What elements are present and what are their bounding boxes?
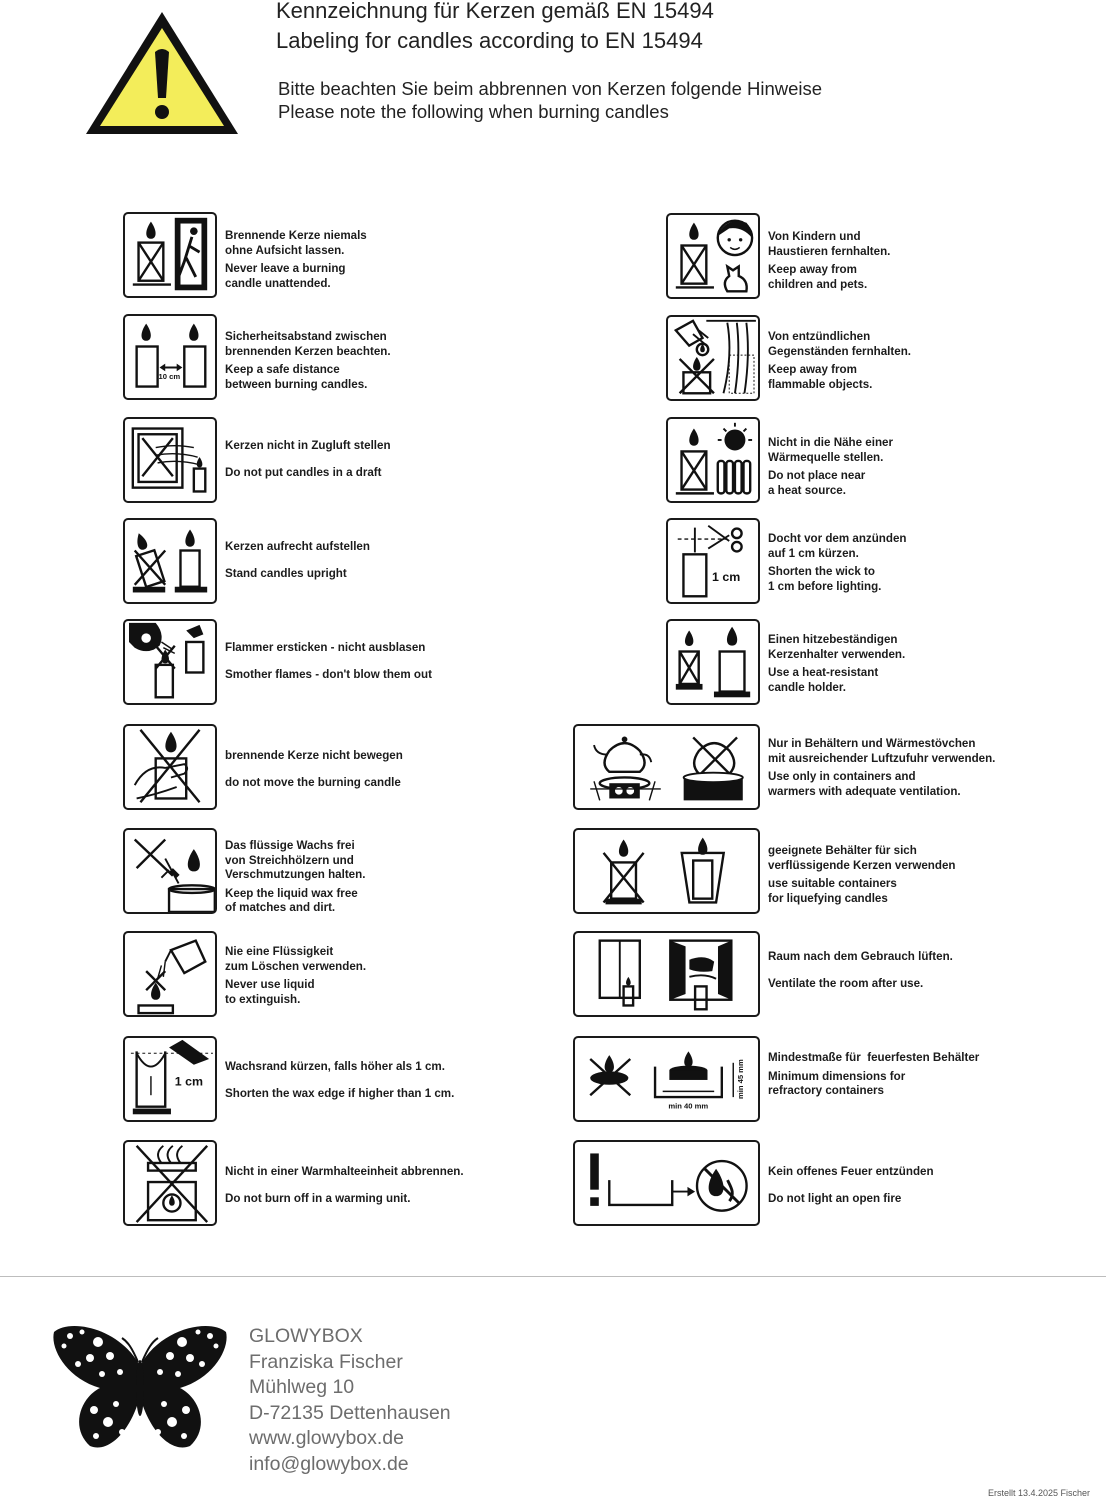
icon-label: 1 cm xyxy=(174,1074,203,1089)
safety-text xyxy=(225,945,366,1007)
safety-text-en: Do not place near a heat source. xyxy=(768,469,866,497)
city: D-72135 Dettenhausen xyxy=(249,1401,451,1424)
safety-text xyxy=(768,1051,979,1099)
no-warming-unit-icon xyxy=(123,1140,217,1226)
email-link[interactable]: info@glowybox.de xyxy=(249,1452,409,1475)
safety-text-en: Never leave a burning candle unattended. xyxy=(225,262,346,290)
safety-text-en: Ventilate the room after use. xyxy=(768,976,924,990)
no-open-fire-icon xyxy=(573,1140,760,1226)
footer-divider xyxy=(0,1276,1106,1277)
street: Mühlweg 10 xyxy=(249,1376,355,1398)
safety-text-en: Stand candles upright xyxy=(225,566,347,580)
safety-text-en: Keep away from flammable objects. xyxy=(768,363,873,391)
safety-text-de: Raum nach dem Gebrauch lüften. xyxy=(768,950,953,963)
safety-text-en: Keep the liquid wax free of matches and dirt. xyxy=(225,886,358,914)
icon-label: min 40 mm xyxy=(668,1101,709,1111)
candle-upright-icon xyxy=(123,518,217,604)
safety-text-en: Use a heat-resistant candle holder. xyxy=(768,666,879,694)
no-liquid-extinguish-icon xyxy=(123,931,217,1017)
created-note: Erstellt 13.4.2025 Fischer xyxy=(987,1488,1090,1498)
safety-text-de: Nicht in die Nähe einer Wärmequelle stellen. xyxy=(768,436,893,464)
icon-label: 10 cm xyxy=(158,371,181,381)
safety-text-en: Do not put candles in a draft xyxy=(225,465,382,479)
safety-text xyxy=(768,436,893,498)
icon-label: min 45 mm xyxy=(735,1059,745,1100)
safety-text xyxy=(225,1165,464,1206)
no-matches-wax-icon xyxy=(123,828,217,914)
safety-text xyxy=(768,737,995,799)
safety-text-en: Keep a safe distance between burning candles. xyxy=(225,363,368,391)
safety-text xyxy=(768,330,911,392)
safety-text-en: Shorten the wax edge if higher than 1 cm. xyxy=(225,1086,455,1100)
min-dimensions-icon xyxy=(573,1036,760,1122)
safety-text-de: Sicherheitsabstand zwischen brennenden Kerzen beachten. xyxy=(225,330,391,358)
website-link[interactable]: www.glowybox.de xyxy=(249,1427,404,1449)
safety-text-de: Kein offenes Feuer entzünden xyxy=(768,1165,934,1178)
safety-text-de: Einen hitzebeständigen Kerzenhalter verwenden. xyxy=(768,633,906,661)
safety-text-de: Brennende Kerze niemals ohne Aufsicht lassen. xyxy=(225,229,367,257)
draft-window-icon xyxy=(123,417,217,503)
children-pets-icon xyxy=(666,213,760,299)
safety-text-de: Docht vor dem anzünden auf 1 cm kürzen. xyxy=(768,532,907,560)
ventilate-room-icon xyxy=(573,931,760,1017)
safety-text-en: Never use liquid to extinguish. xyxy=(225,978,315,1006)
suitable-container-icon xyxy=(573,828,760,914)
safety-text-de: Flammer ersticken - nicht ausblasen xyxy=(225,641,426,654)
icon-label: 1 cm xyxy=(712,570,741,585)
safety-text xyxy=(225,330,391,392)
safety-text-de: Nie eine Flüssigkeit zum Löschen verwenden. xyxy=(225,945,367,973)
safety-text-en: Do not light an open fire xyxy=(768,1191,902,1205)
candle-distance-icon xyxy=(123,314,217,400)
safety-text xyxy=(225,540,370,581)
safety-text xyxy=(225,641,432,682)
safety-text xyxy=(225,439,391,480)
safety-text-de: Nicht in einer Warmhalteeinheit abbrennen. xyxy=(225,1165,464,1178)
safety-text-de: Mindestmaße für feuerfesten Behälter xyxy=(768,1051,980,1064)
safety-text xyxy=(225,749,403,790)
safety-text-en: Do not burn off in a warming unit. xyxy=(225,1191,411,1205)
person-name: Franziska Fischer xyxy=(249,1350,403,1373)
smother-flame-icon xyxy=(123,619,217,705)
warning-triangle-icon xyxy=(82,8,242,138)
safety-text-de: Das flüssige Wachs frei von Streichhölzern und Verschmutzungen halten. xyxy=(225,839,366,881)
safety-text xyxy=(768,950,953,991)
company-address xyxy=(249,1324,451,1477)
safety-text-de: Wachsrand kürzen, falls höher als 1 cm. xyxy=(225,1060,445,1073)
safety-text-de: geeignete Behälter für sich verflüssigende Kerzen verwenden xyxy=(768,844,956,872)
heat-resistant-holder-icon xyxy=(666,619,760,705)
safety-text xyxy=(768,844,956,906)
safety-text-en: Shorten the wick to 1 cm before lighting. xyxy=(768,565,882,593)
safety-text-de: Kerzen aufrecht aufstellen xyxy=(225,540,370,553)
safety-text-de: Nur in Behältern und Wärmestövchen mit ausreichender Luftzufuhr verwenden. xyxy=(768,737,996,765)
safety-text-en: Minimum dimensions for refractory containers xyxy=(768,1069,906,1097)
trim-wick-icon xyxy=(666,518,760,604)
safety-text-en: Keep away from children and pets. xyxy=(768,263,868,291)
safety-text-en: Use only in containers and warmers with adequate ventilation. xyxy=(768,770,961,798)
safety-text-de: brennende Kerze nicht bewegen xyxy=(225,749,403,762)
safety-text-de: Von Kindern und Haustieren fernhalten. xyxy=(768,230,891,258)
safety-text-de: Kerzen nicht in Zugluft stellen xyxy=(225,439,391,452)
company-name: GLOWYBOX xyxy=(249,1325,363,1347)
teapot-warmer-icon xyxy=(573,724,760,810)
safety-text xyxy=(225,229,367,291)
title-en: Labeling for candles according to EN 15494 xyxy=(276,28,703,53)
no-move-candle-icon xyxy=(123,724,217,810)
safety-text xyxy=(768,633,905,695)
safety-text-en: use suitable containers for liquefying candles xyxy=(768,877,897,905)
safety-text xyxy=(768,532,907,594)
candle-unattended-icon xyxy=(123,212,217,298)
butterfly-logo-icon xyxy=(50,1318,230,1458)
safety-text xyxy=(768,230,890,292)
note-de: Bitte beachten Sie beim abbrennen von Kerzen folgende Hinweise xyxy=(278,78,823,99)
trim-wax-edge-icon xyxy=(123,1036,217,1122)
safety-text-en: do not move the burning candle xyxy=(225,775,401,789)
safety-text-en: Smother flames - don't blow them out xyxy=(225,667,432,681)
note-en: Please note the following when burning candles xyxy=(278,101,669,122)
safety-text xyxy=(225,1060,454,1101)
heat-source-icon xyxy=(666,417,760,503)
title-de: Kennzeichnung für Kerzen gemäß EN 15494 xyxy=(276,0,714,23)
safety-text xyxy=(225,839,365,916)
flammable-objects-icon xyxy=(666,315,760,401)
safety-text-de: Von entzündlichen Gegenständen fernhalten. xyxy=(768,330,912,358)
safety-text xyxy=(768,1165,934,1206)
